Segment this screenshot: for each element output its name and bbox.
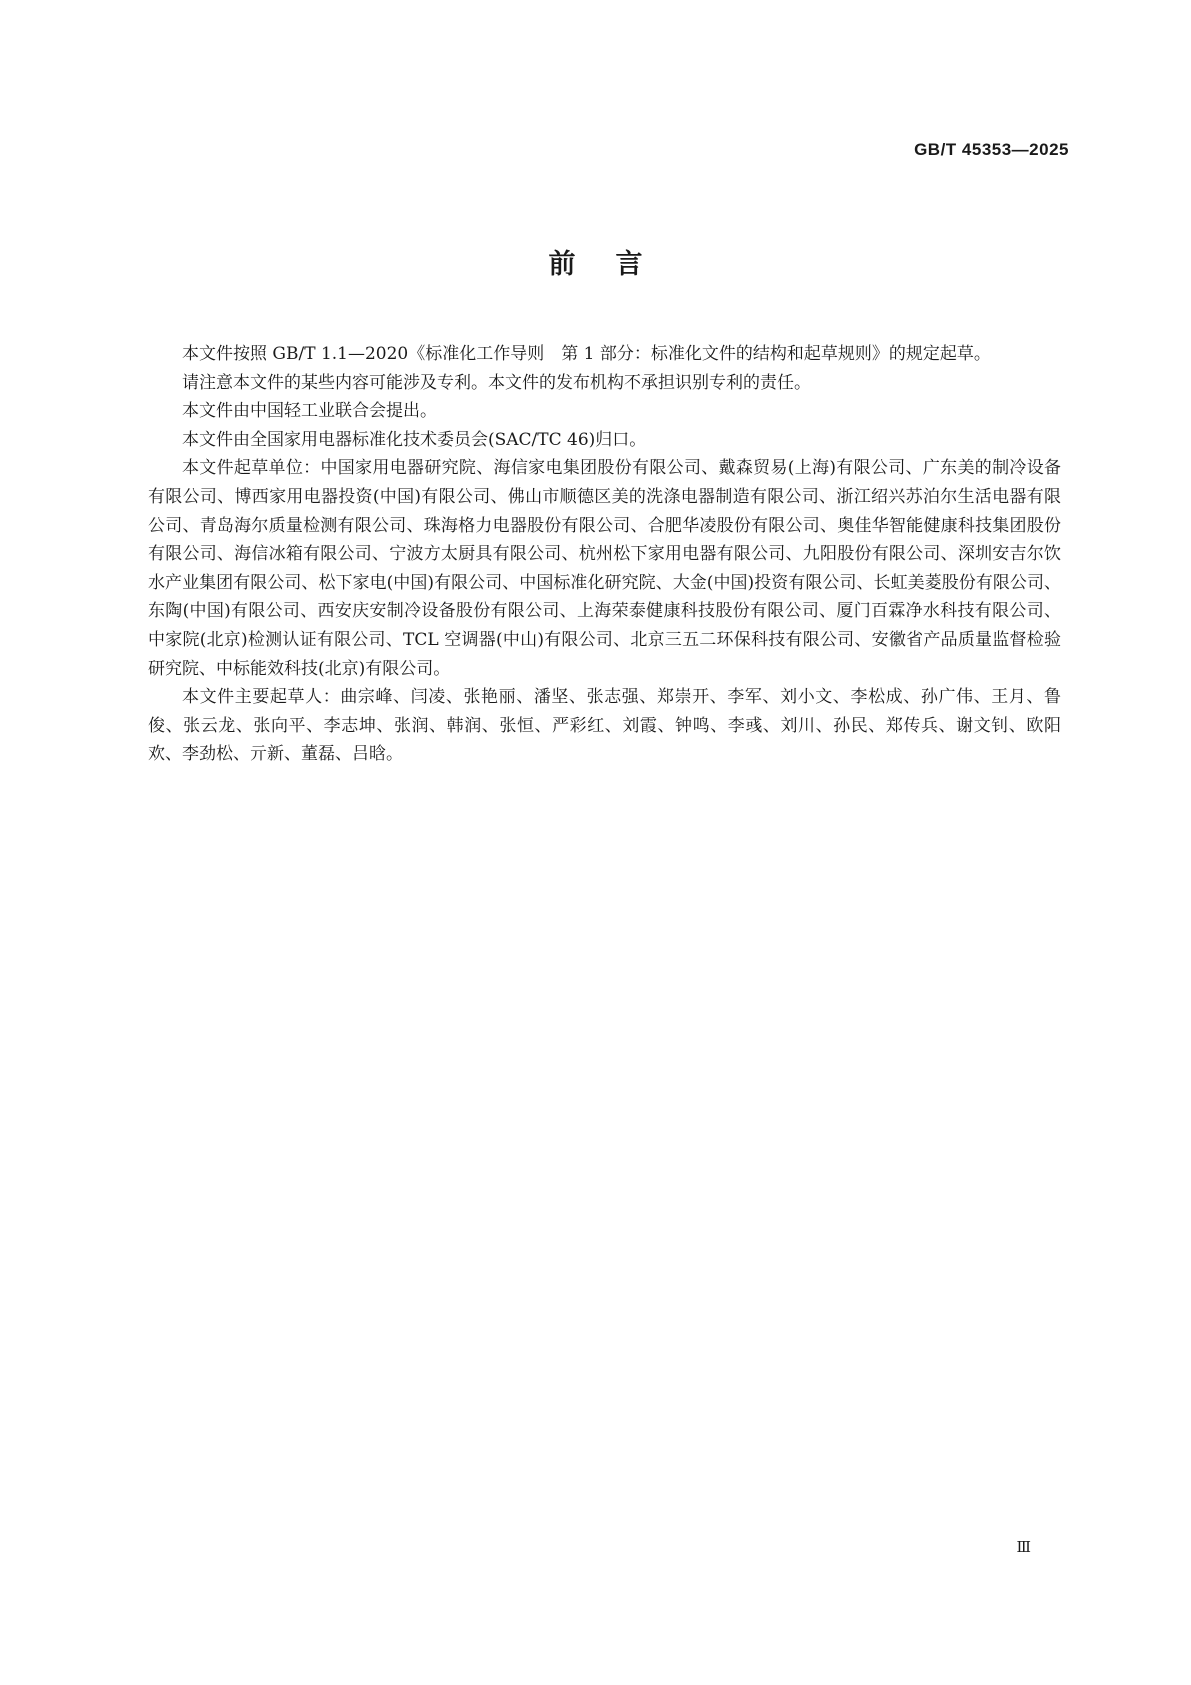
page-title: 前言 <box>548 249 683 280</box>
paragraph-drafting-units: 本文件起草单位：中国家用电器研究院、海信家电集团股份有限公司、戴森贸易(上海)有限公司、广东美的制冷设备有限公司、博西家用电器投资(中国)有限公司、佛山市顺德区美的洗涤电器制造有限公司、浙江绍兴苏泊尔生活电器有限公司、青岛海尔质量检测有限公司、珠海格力电器股份有限公司、合肥华凌股份有限公司、奥佳华智能健康科技集团股份有限公司、海信冰箱有限公司、宁波方太厨具有限公司、杭州松下家用电器有限公司、九阳股份有限公司、深圳安吉尔饮水产业集团有限公司、松下家电(中国)有限公司、中国标准化研究院、大金(中国)投资有限公司、长虹美菱股份有限公司、东陶(中国)有限公司、西安庆安制冷设备股份有限公司、上海荣泰健康科技股份有限公司、厦门百霖净水科技有限公司、中家院(北京)检测认证有限公司、TCL 空调器(中山)有限公司、北京三五二环保科技有限公司、安徽省产品质量监督检验研究院、中标能效科技(北京)有限公司。 <box>148 458 1061 679</box>
paragraph-proposer: 本文件由中国轻工业联合会提出。 <box>182 401 437 422</box>
paragraph-technical-committee: 本文件由全国家用电器标准化技术委员会(SAC/TC 46)归口。 <box>182 429 647 450</box>
paragraph-drafting-rules: 本文件按照 GB/T 1.1—2020《标准化工作导则 第 1 部分：标准化文件的结构和起草规则》的规定起草。 <box>182 344 991 364</box>
paragraph-drafters: 本文件主要起草人：曲宗峰、闫凌、张艳丽、潘坚、张志强、郑崇开、李军、刘小文、李松成、孙广伟、王月、鲁俊、张云龙、张向平、李志坤、张润、韩润、张恒、严彩红、刘霞、钟鸣、李彧、刘川、孙民、郑传兵、谢文钊、欧阳欢、李劲松、亓新、董磊、吕晗。 <box>148 687 1061 765</box>
paragraph-patent-notice: 请注意本文件的某些内容可能涉及专利。本文件的发布机构不承担识别专利的责任。 <box>182 372 811 393</box>
foreword-body <box>148 340 1061 769</box>
standard-code: GB/T 45353—2025 <box>914 140 1069 159</box>
page-number: Ⅲ <box>1016 1538 1031 1556</box>
